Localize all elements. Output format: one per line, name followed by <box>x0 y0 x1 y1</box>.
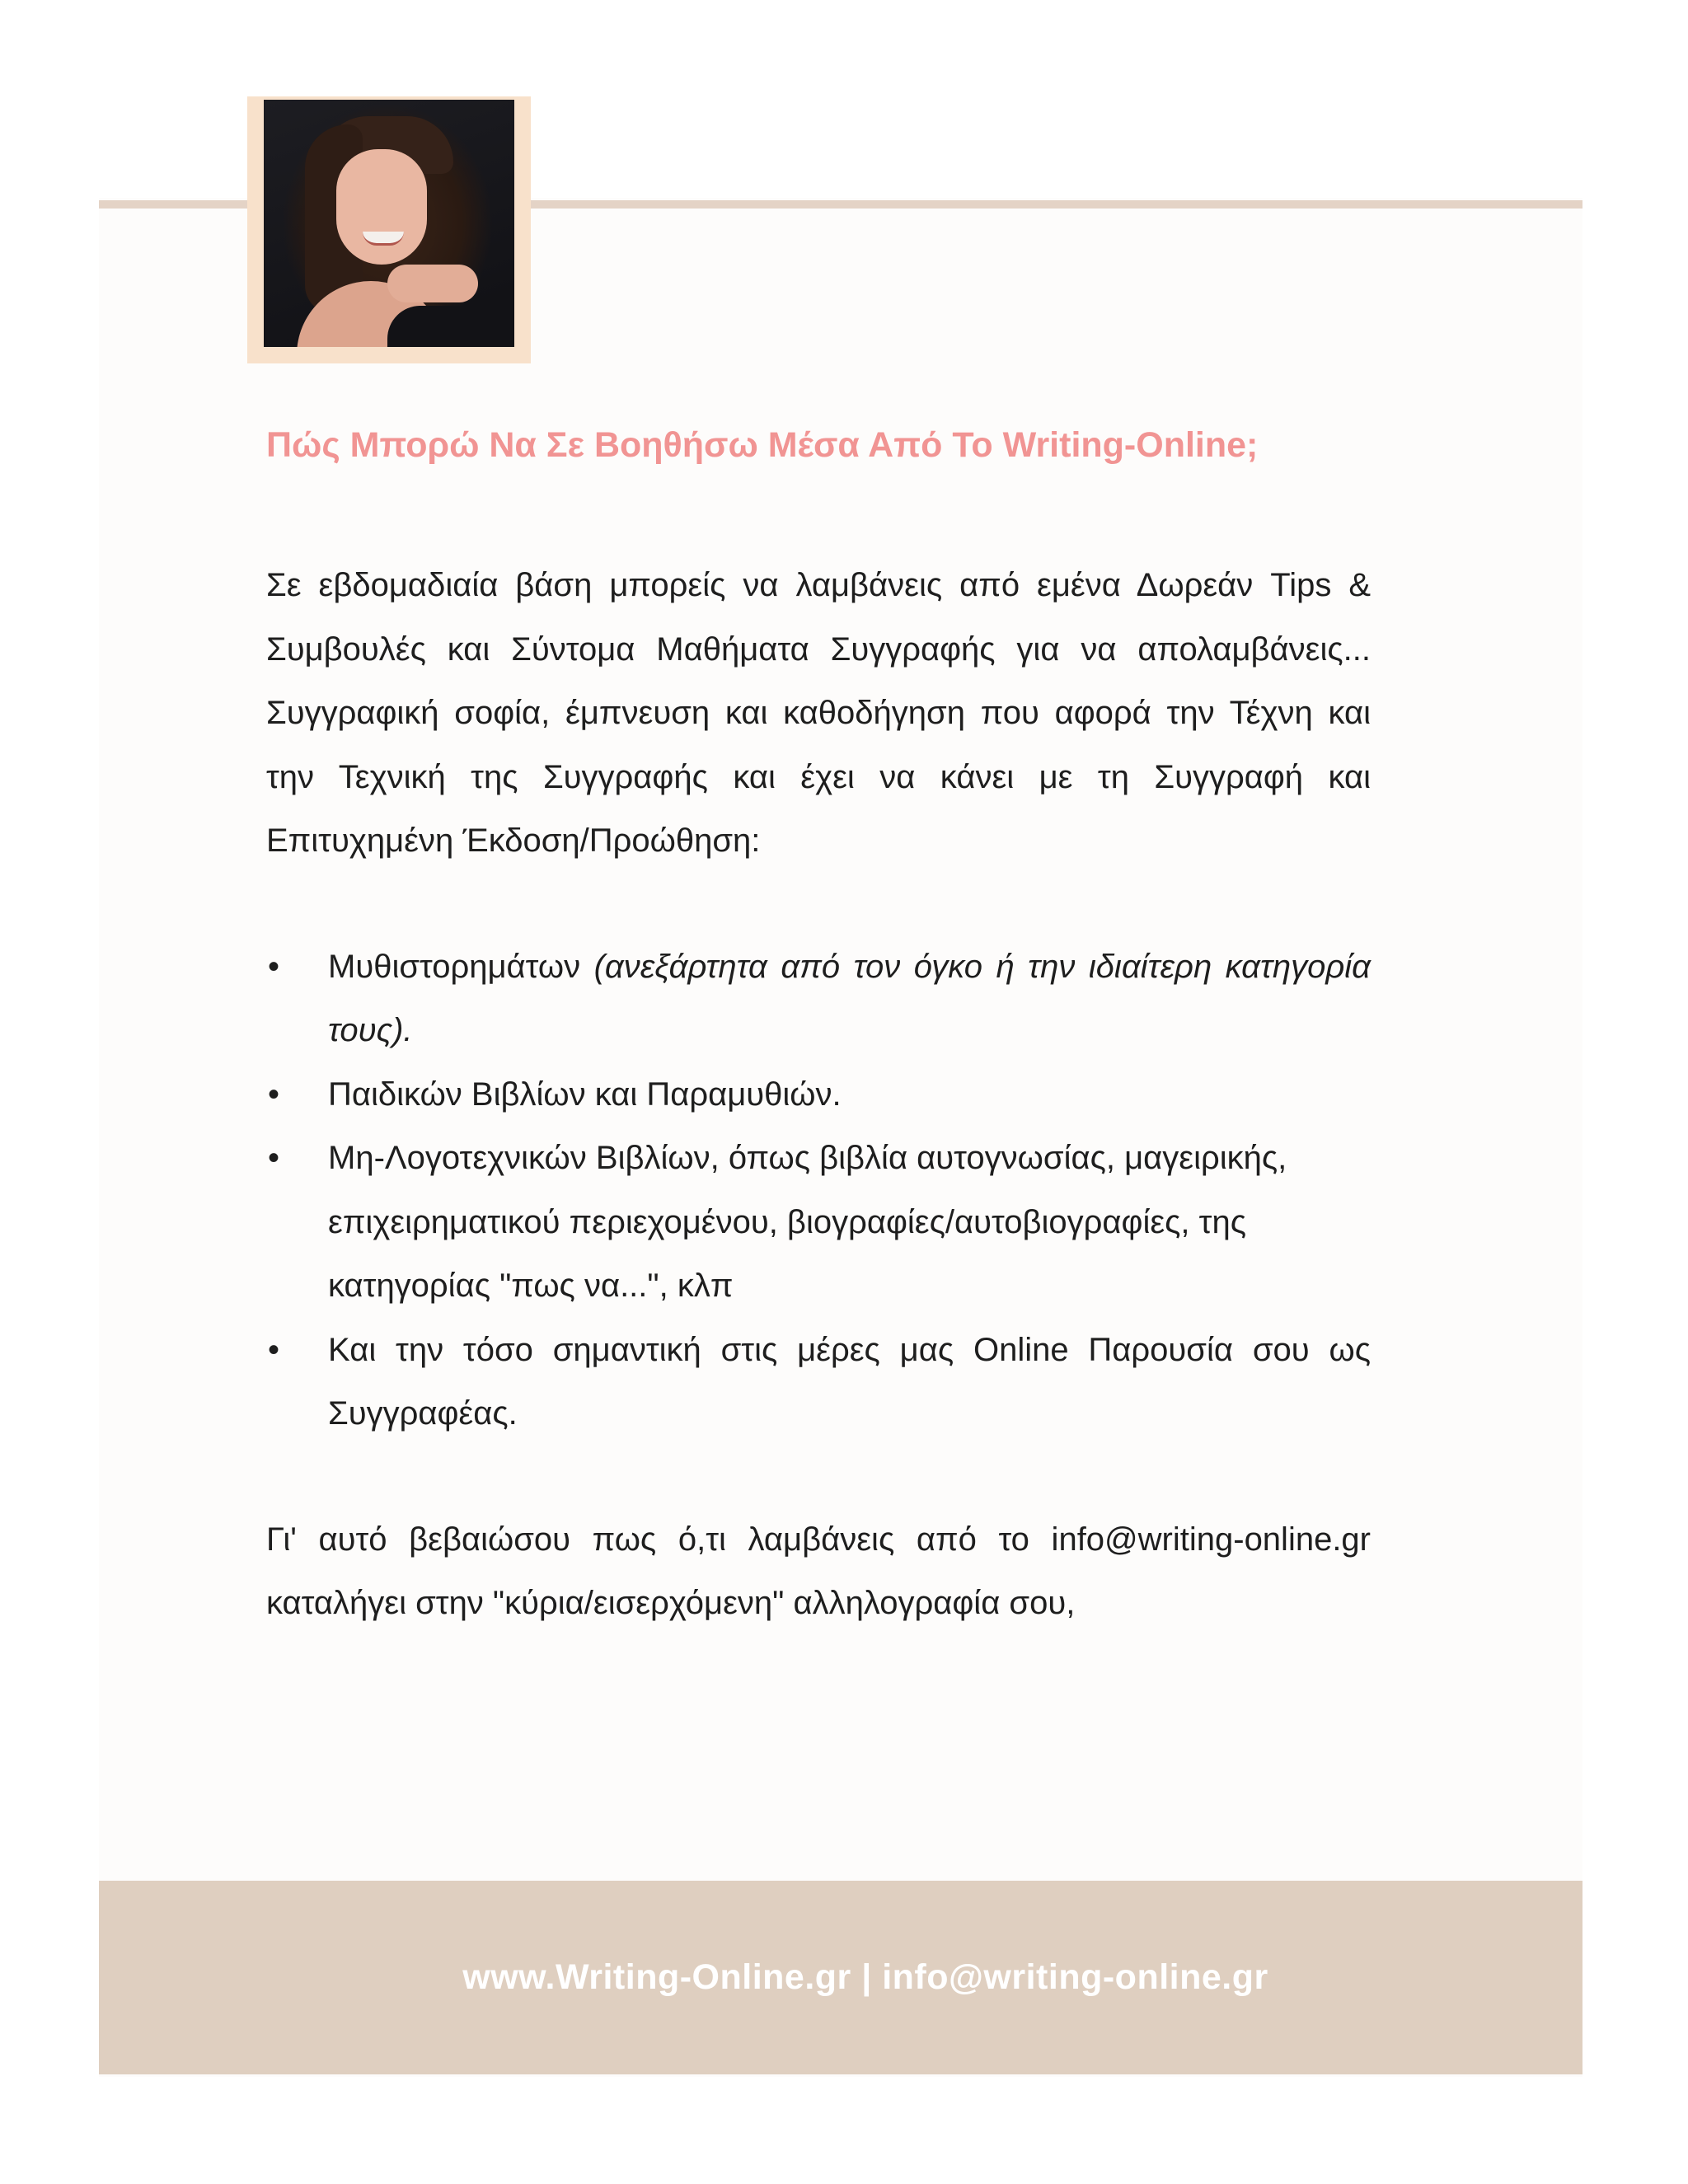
list-item <box>266 1127 1371 1319</box>
closing-paragraph: Γι' αυτό βεβαιώσου πως ό,τι λαμβάνεις από το info@writing-online.gr καταλήγει στην "κύρια/εισερχόμενη" αλληλογραφία σου, <box>266 1521 1371 1621</box>
list-item-text: Μη-Λογοτεχνικών Βιβλίων, όπως βιβλία αυτογνωσίας, μαγειρικής, επιχειρηματικού περιεχομένου, βιογραφίες/αυτοβιογραφίες, της κατηγορίας "πως να...", κλπ <box>328 1140 1287 1304</box>
bullet-icon: • <box>268 1076 280 1113</box>
footer-links[interactable]: www.Writing-Online.gr | info@writing-online.gr <box>462 1957 1268 1997</box>
bullet-icon: • <box>268 1331 280 1368</box>
list-item-italic: (ανεξάρτητα από τον όγκο ή την ιδιαίτερη κατηγορία τους). <box>328 948 1371 1048</box>
bullet-icon: • <box>268 948 280 985</box>
list-item-text: Μυθιστορημάτων <box>328 948 594 985</box>
list-item-text: Και την τόσο σημαντική στις μέρες μας Online Παρουσία σου ως Συγγραφέας. <box>328 1331 1371 1432</box>
footer-bar <box>99 1881 1582 2074</box>
list-item <box>266 1319 1371 1446</box>
page-heading: Πώς Μπορώ Να Σε Βοηθήσω Μέσα Από Το Writing-Online; <box>266 425 1259 465</box>
list-item <box>266 1063 1371 1127</box>
bullet-icon: • <box>268 1140 280 1176</box>
author-portrait-photo <box>264 100 514 347</box>
list-item-text: Παιδικών Βιβλίων και Παραμυθιών. <box>328 1076 842 1113</box>
main-content <box>266 420 1371 1636</box>
photo-frame <box>247 96 531 363</box>
bullet-list <box>266 935 1371 1446</box>
intro-paragraph: Σε εβδομαδιαία βάση μπορείς να λαμβάνεις από εμένα Δωρεάν Tips & Συμβουλές και Σύντομα Μαθήματα Συγγραφής για να απολαμβάνεις... Συγγραφική σοφία, έμπνευση και καθοδήγηση που αφορά την Τέχνη και την Τεχνική της Συγγραφής και έχει να κάνει με τη Συγγραφή και Επιτυχημένη Έκδοση/Προώθηση: <box>266 567 1371 859</box>
list-item <box>266 935 1371 1063</box>
